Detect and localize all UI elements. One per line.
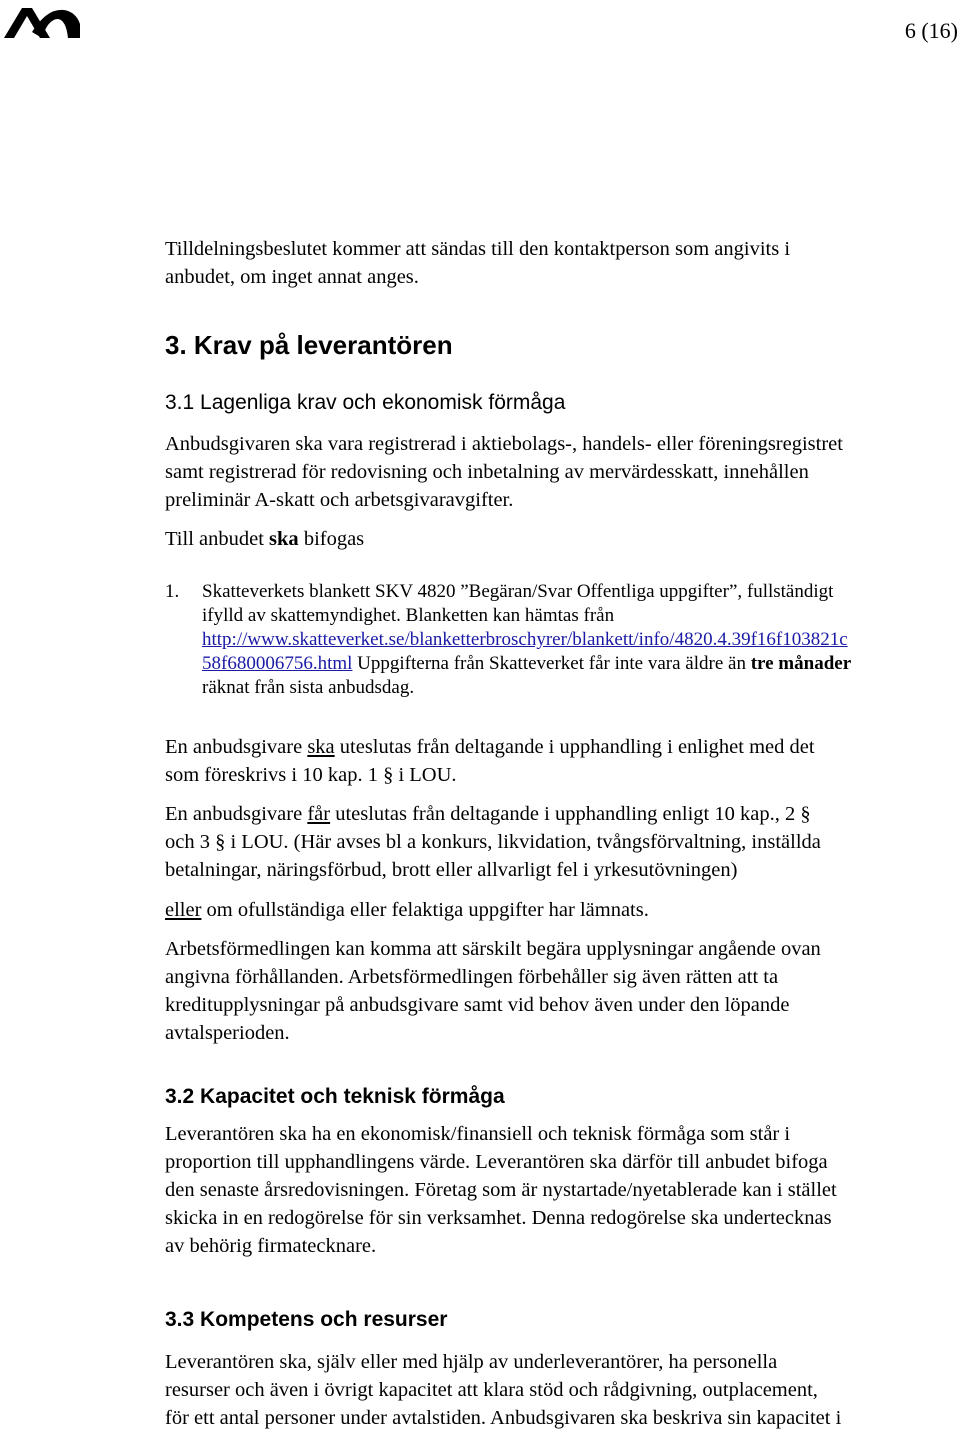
ska-underlined: ska xyxy=(307,736,335,758)
till-post: bifogas xyxy=(298,528,365,550)
section-3-3-title: Kompetens och resurser xyxy=(194,1308,448,1331)
ska-pre: En anbudsgivare xyxy=(165,736,308,758)
section-3-3-number: 3.3 xyxy=(165,1308,195,1331)
item-line-5: räknat från sista anbudsdag. xyxy=(202,677,415,698)
ska-line-1 xyxy=(165,733,815,761)
section-3-2-number: 3.2 xyxy=(165,1085,195,1108)
intro-line-2: anbudet, om inget annat anges. xyxy=(165,266,419,288)
section-3-2-title: Kapacitet och teknisk förmåga xyxy=(194,1085,505,1108)
item-number: 1. xyxy=(165,581,180,602)
s32-line-5: av behörig firmatecknare. xyxy=(165,1235,377,1257)
till-anbudet-line xyxy=(165,525,364,553)
far-underlined: får xyxy=(307,803,331,825)
eller-line xyxy=(165,896,649,924)
section-3-2-heading xyxy=(165,1084,505,1110)
s33-line-1: Leverantören ska, själv eller med hjälp av underleverantörer, ha personella xyxy=(165,1351,778,1373)
far-post: uteslutas från deltagande i upphandling enligt 10 kap., 2 xyxy=(330,803,801,825)
af-line-1: Arbetsförmedlingen kan komma att särskilt begära upplysningar angående ovan xyxy=(165,938,821,960)
till-pre: Till anbudet xyxy=(165,528,270,550)
skv-link-part-1[interactable]: http://www.skatteverket.se/blanketterbroschyrer/blankett/info/4820.4.39f16f103821c xyxy=(202,629,848,650)
af-line-2: angivna förhållanden. Arbetsförmedlingen förbehåller sig även rätten att ta xyxy=(165,966,779,988)
item-line-2: ifylld av skattemyndighet. Blanketten kan hämtas från xyxy=(202,605,615,626)
eller-underlined: eller xyxy=(165,899,202,921)
ska-post: uteslutas från deltagande i upphandling i enlighet med det xyxy=(334,736,815,758)
paragraph-sign: § xyxy=(383,764,394,786)
tre-manader: tre månader xyxy=(750,653,852,674)
paragraph-sign: § xyxy=(215,831,226,853)
page-number: 6 (16) xyxy=(904,18,958,43)
section-3-heading: 3. Krav på leverantören xyxy=(165,330,453,360)
far-pre: En anbudsgivare xyxy=(165,803,308,825)
arbetsformedlingen-logo-icon xyxy=(2,2,82,42)
item-line-4: Uppgifterna från Skatteverket får inte vara äldre än xyxy=(352,653,751,674)
s32-line-4: skicka in en redogörelse för sin verksamhet. Denna redogörelse ska undertecknas xyxy=(165,1207,832,1229)
item-body xyxy=(202,580,851,700)
intro-line-1: Tilldelningsbeslutet kommer att sändas till den kontaktperson som angivits i xyxy=(165,238,791,260)
s31-line-2: samt registrerad för redovisning och inbetalning av mervärdesskatt, innehållen xyxy=(165,461,809,483)
s31-line-3: preliminär A-skatt och arbetsgivaravgifter. xyxy=(165,489,514,511)
till-bold: ska xyxy=(269,528,299,550)
s33-line-3: för ett antal personer under avtalstiden. Anbudsgivaren ska beskriva sin kapacitet i xyxy=(165,1407,842,1429)
far-line-2b: i LOU. (Här avses bl a konkurs, likvidation, tvångsförvaltning, inställda xyxy=(225,831,821,853)
s32-line-2: proportion till upphandlingens värde. Leverantören ska därför till anbudet bifoga xyxy=(165,1151,828,1173)
eller-post: om ofullständiga eller felaktiga uppgifter har lämnats. xyxy=(201,899,649,921)
ska-line-2b: i LOU. xyxy=(393,764,457,786)
far-line-1 xyxy=(165,800,811,828)
s32-line-1: Leverantören ska ha en ekonomisk/finansiell och teknisk förmåga som står i xyxy=(165,1123,791,1145)
list-item xyxy=(165,580,960,704)
item-line-1: Skatteverkets blankett SKV 4820 ”Begäran/Svar Offentliga uppgifter”, fullständigt xyxy=(202,581,834,602)
s31-line-1: Anbudsgivaren ska vara registrerad i aktiebolags-, handels- eller föreningsregistret xyxy=(165,433,843,455)
far-line-3: betalningar, näringsförbud, brott eller allvarligt fel i yrkesutövningen) xyxy=(165,859,738,881)
paragraph-sign: § xyxy=(800,803,811,825)
af-line-4: avtalsperioden. xyxy=(165,1022,290,1044)
far-line-2a: och 3 xyxy=(165,831,216,853)
ska-line-2a: som föreskrivs i 10 kap. 1 xyxy=(165,764,384,786)
far-line-2 xyxy=(165,828,821,856)
skv-link-part-2[interactable]: 58f680006756.html xyxy=(202,653,353,674)
ska-line-2 xyxy=(165,761,457,789)
section-3-1-heading: 3.1 Lagenliga krav och ekonomisk förmåga xyxy=(165,391,566,414)
section-3-3-heading xyxy=(165,1307,447,1333)
s32-line-3: den senaste årsredovisningen. Företag som är nystartade/nyetablerade kan i stället xyxy=(165,1179,837,1201)
s33-line-2: resurser och även i övrigt kapacitet att klara stöd och rådgivning, outplacement, xyxy=(165,1379,818,1401)
af-line-3: kreditupplysningar på anbudsgivare samt vid behov även under den löpande xyxy=(165,994,790,1016)
